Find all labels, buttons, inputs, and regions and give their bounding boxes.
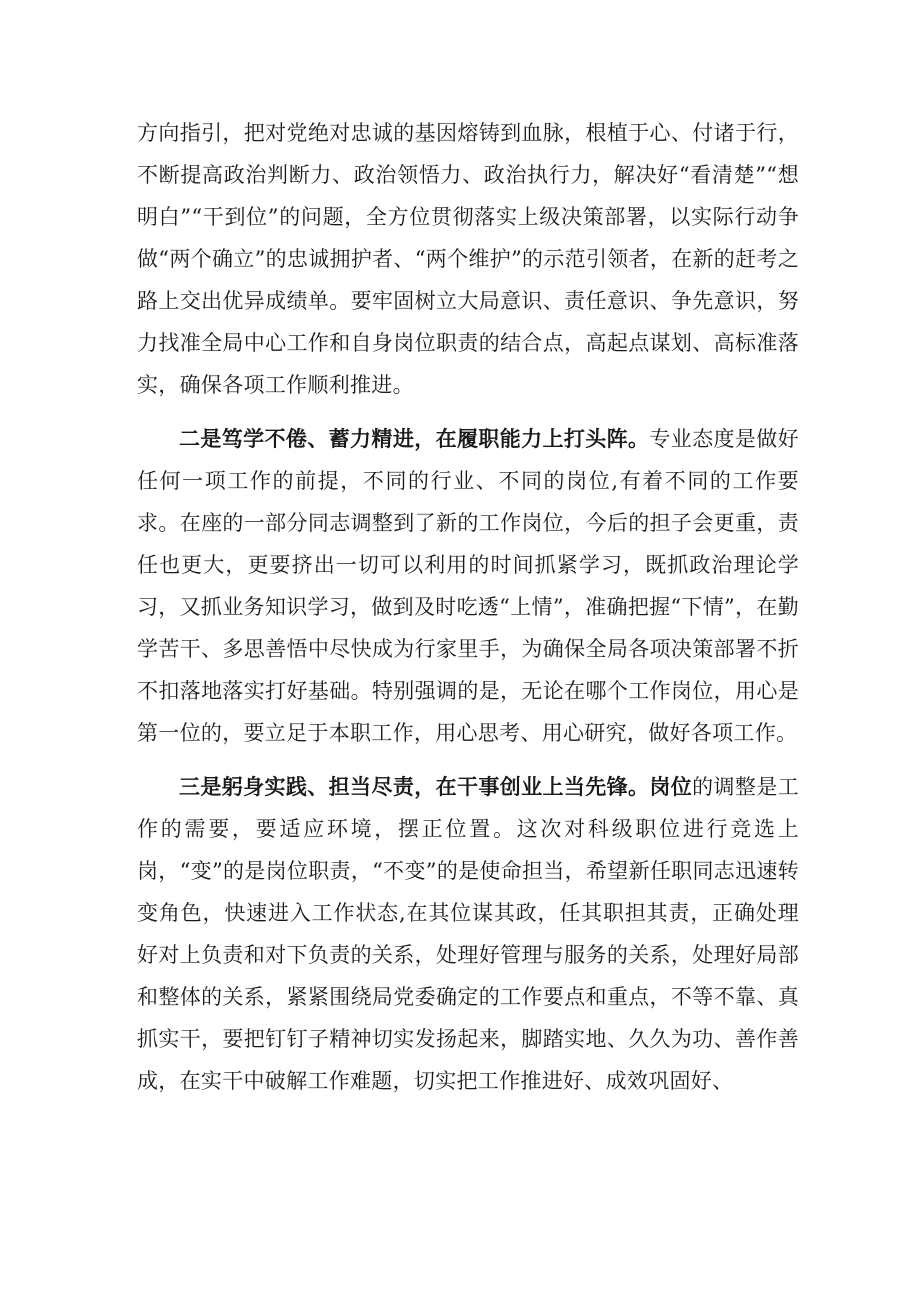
paragraph-1-text: 方向指引，把对党绝对忠诚的基因熔铸到血脉，根植于心、付诸于行，不断提高政治判断力、政治领悟力、政治执行力，解决好“看清楚”“想明白”“干到位”的问题，全方位贯彻落实上级决策部署，以实际行动争做“两个确立”的忠诚拥护者、“两个维护”的示范引领者，在新的赶考之路上交出优异成绩单。要牢固树立大局意识、责任意识、争先意识，努力找准全局中心工作和自身岗位职责的结合点，高起点谋划、高标准落实，确保各项工作顺利推进。 — [137, 121, 799, 397]
paragraph-2 — [137, 418, 799, 754]
paragraph-3-heading: 三是躬身实践、担当尽责，在干事创业上当先锋。岗位 — [179, 775, 693, 799]
paragraph-1 — [137, 112, 799, 406]
paragraph-3 — [137, 766, 799, 1102]
paragraph-2-text: 专业态度是做好任何一项工作的前提，不同的行业、不同的岗位,有着不同的工作要求。在座的一部分同志调整到了新的工作岗位，今后的担子会更重，责任也更大，更要挤出一切可以利用的时间抓紧学习，既抓政治理论学习，又抓业务知识学习，做到及时吃透“上情”，准确把握“下情”，在勤学苦干、多思善悟中尽快成为行家里手，为确保全局各项决策部署不折不扣落地落实打好基础。特别强调的是，无论在哪个工作岗位，用心是第一位的，要立足于本职工作，用心思考、用心研究，做好各项工作。 — [137, 427, 799, 745]
document-body — [137, 112, 799, 1102]
paragraph-2-heading: 二是笃学不倦、蓄力精进，在履职能力上打头阵。 — [179, 427, 650, 451]
paragraph-3-text: 的调整是工作的需要，要适应环境，摆正位置。这次对科级职位进行竞选上岗，“变”的是岗位职责，“不变”的是使命担当，希望新任职同志迅速转变角色，快速进入工作状态,在其位谋其政，任其职担其责，正确处理好对上负责和对下负责的关系，处理好管理与服务的关系，处理好局部和整体的关系，紧紧围绕局党委确定的工作要点和重点，不等不靠、真抓实干，要把钉钉子精神切实发扬起来，脚踏实地、久久为功、善作善成，在实干中破解工作难题，切实把工作推进好、成效巩固好、 — [137, 775, 799, 1093]
